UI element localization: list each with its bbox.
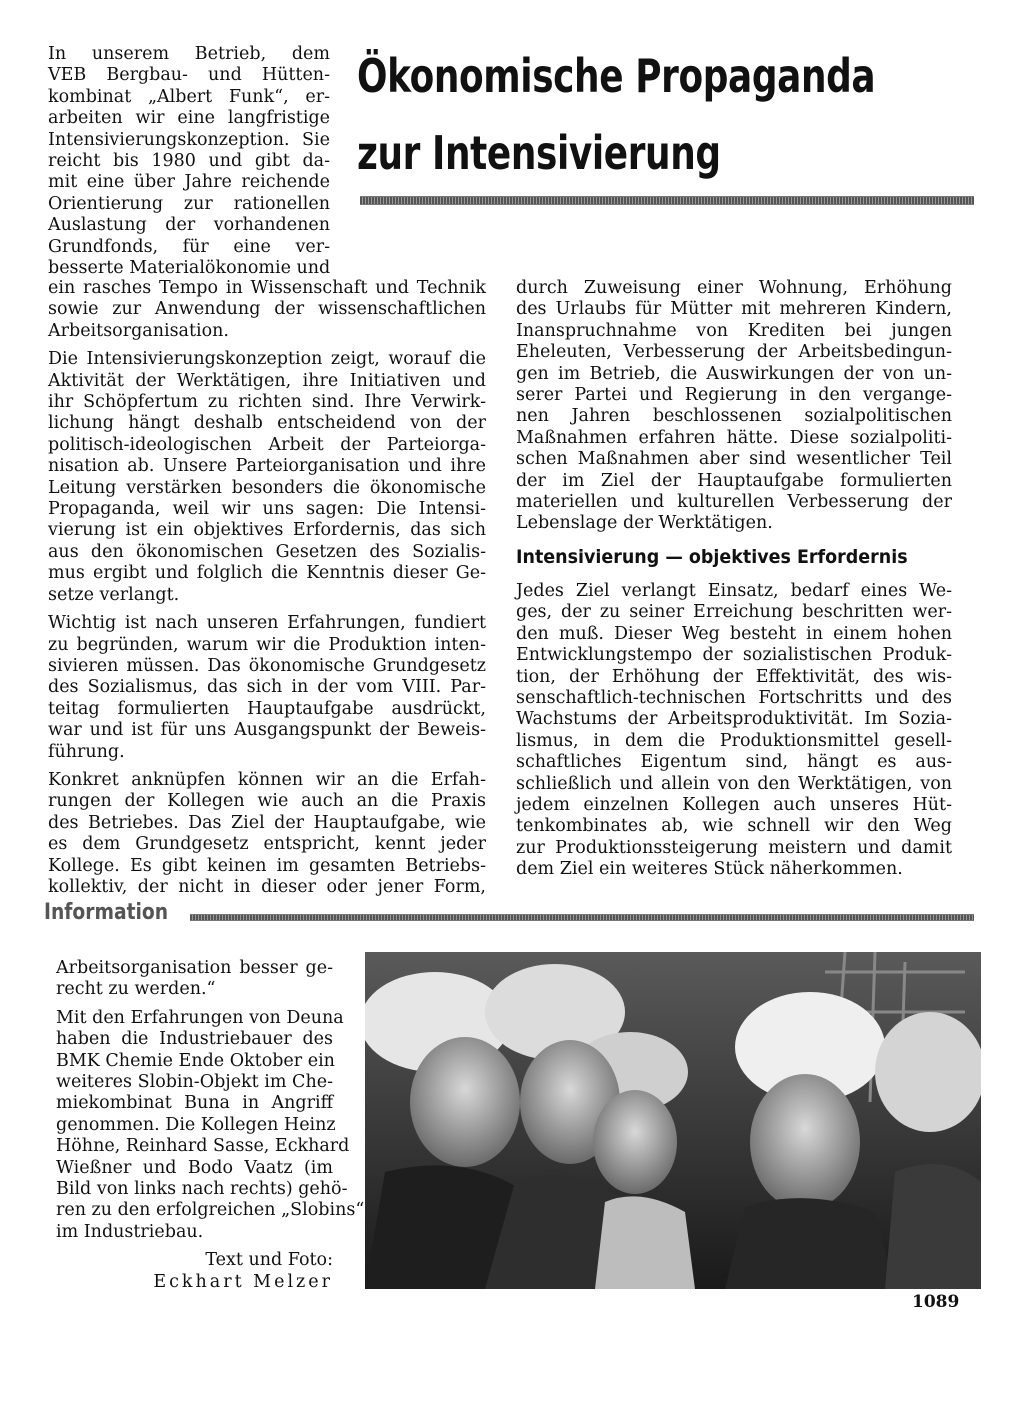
text-line: genommen. Die Kollegen Heinz bbox=[56, 1114, 336, 1135]
text-line: Wichtig ist nach unseren Erfahrungen, fundiert bbox=[48, 613, 486, 634]
text-line: es dem Grundgesetz entspricht, kennt jeder bbox=[48, 834, 486, 855]
text-line: ein rasches Tempo in Wissenschaft und Technik bbox=[48, 278, 486, 298]
text-line: Aktivität der Werktätigen, ihre Initiativen und bbox=[48, 370, 486, 391]
text-line: Wießner und Bodo Vaatz (im bbox=[56, 1157, 333, 1178]
article-title-line1: Ökonomische Propaganda bbox=[357, 49, 876, 103]
intro-paragraph bbox=[48, 44, 330, 279]
text-line: Auslastung der vorhandenen bbox=[48, 215, 330, 236]
text-line: Inanspruchnahme von Krediten bei jungen bbox=[516, 320, 952, 341]
text-line: nisation ab. Unsere Parteiorganisation und ihre bbox=[48, 456, 486, 477]
text-line: jedem einzelnen Kollegen auch unseres Hüt- bbox=[516, 794, 952, 815]
text-line: Kollege. Es gibt keinen im gesamten Betriebs- bbox=[48, 855, 486, 876]
text-line: Grundfonds, für eine ver- bbox=[48, 236, 330, 257]
information-label: Information bbox=[44, 900, 169, 925]
text-line: Höhne, Reinhard Sasse, Eckhard bbox=[56, 1136, 350, 1157]
text-line: aus den ökonomischen Gesetzen des Sozialis- bbox=[48, 541, 486, 562]
text-line: zu begründen, warum wir die Produktion inten- bbox=[48, 634, 486, 655]
text-line: arbeiten wir eine langfristige bbox=[48, 108, 330, 129]
text-line: schaftliches Eigentum sind, hängt es aus- bbox=[516, 752, 952, 773]
text-line: weiteres Slobin-Objekt im Che- bbox=[56, 1072, 333, 1093]
text-line: rungen der Kollegen wie auch an die Praxis bbox=[48, 791, 486, 812]
text-line: im Industriebau. bbox=[56, 1221, 204, 1242]
text-line: gen im Betrieb, die Auswirkungen der von un- bbox=[516, 363, 952, 384]
text-line: Arbeitsorganisation. bbox=[48, 320, 229, 341]
text-line: des Sozialismus, das sich in der vom VIII. Par- bbox=[48, 677, 486, 698]
text-line: zur Produktionssteigerung meistern und damit bbox=[516, 837, 952, 858]
workers-photo-illustration bbox=[365, 952, 981, 1289]
text-line: war und ist für uns Ausgangspunkt der Beweis- bbox=[48, 720, 486, 741]
paragraph bbox=[48, 349, 486, 606]
information-rule bbox=[190, 914, 974, 921]
text-line: Konkret anknüpfen können wir an die Erfah- bbox=[48, 769, 486, 790]
text-line: des Betriebes. Das Ziel der Hauptaufgabe, wie bbox=[48, 812, 486, 833]
text-line: Die Intensivierungskonzeption zeigt, worauf die bbox=[48, 349, 486, 370]
workers-photo bbox=[365, 952, 981, 1289]
text-line: Maßnahmen erfahren hätte. Diese sozialpoliti- bbox=[516, 427, 952, 448]
text-line: Bild von links nach rechts) gehö- bbox=[56, 1179, 348, 1200]
text-line: Jedes Ziel verlangt Einsatz, bedarf eines We- bbox=[516, 580, 952, 601]
text-line: Entwicklungstempo der sozialistischen Produk- bbox=[516, 645, 952, 666]
text-line: recht zu werden.“ bbox=[56, 979, 216, 1000]
text-line: den muß. Dieser Weg besteht in einem hohen bbox=[516, 623, 952, 644]
text-line: BMK Chemie Ende Oktober ein bbox=[56, 1050, 335, 1071]
paragraph bbox=[48, 613, 486, 763]
text-line: senschaftlich-technischen Fortschritts und des bbox=[516, 687, 952, 708]
paragraph bbox=[48, 770, 486, 898]
text-line: ges, der zu seiner Erreichung beschritten wer- bbox=[516, 602, 952, 623]
paragraph bbox=[516, 278, 952, 535]
title-rule bbox=[360, 196, 974, 205]
photo-credit-label: Text und Foto: bbox=[205, 1250, 333, 1271]
text-line: Eheleuten, Verbesserung der Arbeitsbedingun- bbox=[516, 342, 952, 363]
text-line: materiellen und kulturellen Verbesserung der bbox=[516, 492, 952, 513]
text-line: Propaganda, weil wir uns sagen: Die Intensi- bbox=[48, 499, 486, 520]
text-line: miekombinat Buna in Angriff bbox=[56, 1093, 333, 1114]
text-line: ren zu den erfolgreichen „Slobins“ bbox=[56, 1200, 365, 1221]
left-column bbox=[48, 278, 486, 905]
text-line: mit eine über Jahre reichende bbox=[48, 172, 330, 193]
text-line: tenkombinates ab, wie schnell wir den Weg bbox=[516, 816, 952, 837]
text-line: tion, der Erhöhung der Effektivität, des wis- bbox=[516, 666, 952, 687]
text-line: lichung hängt deshalb entscheidend von der bbox=[48, 413, 486, 434]
text-line: politisch-ideologischen Arbeit der Parteiorga- bbox=[48, 434, 486, 455]
text-line: des Urlaubs für Mütter mit mehreren Kindern, bbox=[516, 299, 952, 320]
text-line: Arbeitsorganisation besser ge- bbox=[56, 958, 333, 978]
section-heading: Intensivierung — objektives Erfordernis bbox=[516, 545, 908, 568]
text-line: serer Partei und Regierung in den vergange- bbox=[516, 385, 952, 406]
text-line: führung. bbox=[48, 741, 125, 762]
text-line: setze verlangt. bbox=[48, 584, 180, 605]
text-line: Intensivierungskonzeption. Sie bbox=[48, 129, 330, 150]
text-line: der im Ziel der Hauptaufgabe formulierten bbox=[516, 470, 952, 491]
text-line: Leitung verstärken besonders die ökonomische bbox=[48, 477, 486, 498]
text-line: schen Maßnahmen aber sind wesentlicher Teil bbox=[516, 449, 952, 470]
paragraph bbox=[48, 278, 486, 342]
text-line: Lebenslage der Werktätigen. bbox=[516, 513, 773, 534]
text-line: Mit den Erfahrungen von Deuna bbox=[56, 1007, 344, 1028]
paragraph bbox=[56, 1007, 365, 1243]
text-line: In unserem Betrieb, dem bbox=[48, 44, 330, 64]
text-line: teitag formulierten Hauptaufgabe ausdrückt, bbox=[48, 698, 486, 719]
text-line: nen Jahren beschlossenen sozialpolitischen bbox=[516, 406, 952, 427]
text-line: durch Zuweisung einer Wohnung, Erhöhung bbox=[516, 278, 952, 298]
page-number: 1089 bbox=[912, 1292, 960, 1312]
text-line: Wachstums der Arbeitsproduktivität. Im Sozia- bbox=[516, 709, 952, 730]
text-line: reicht bis 1980 und gibt da- bbox=[48, 151, 330, 172]
paragraph bbox=[516, 581, 952, 881]
text-line: kollektiv, der nicht in dieser oder jener Form, bbox=[48, 876, 486, 897]
text-line: ihr Schöpfertum zu richten sind. Ihre Verwirk- bbox=[48, 392, 486, 413]
text-line: VEB Bergbau- und Hütten- bbox=[48, 65, 330, 86]
text-line: sivieren müssen. Das ökonomische Grundgesetz bbox=[48, 655, 486, 676]
information-text bbox=[56, 958, 365, 1293]
text-line: vierung ist ein objektives Erfordernis, das sich bbox=[48, 520, 486, 541]
text-line: besserte Materialökonomie und bbox=[48, 258, 331, 279]
paragraph bbox=[56, 958, 333, 1001]
text-line: sowie zur Anwendung der wissenschaftlichen bbox=[48, 299, 486, 320]
text-line: dem Ziel ein weiteres Stück näherkommen. bbox=[516, 859, 903, 880]
text-line: haben die Industriebauer des bbox=[56, 1029, 333, 1050]
right-column bbox=[516, 278, 952, 888]
photo-credit-name: Eckhart Melzer bbox=[153, 1271, 333, 1292]
text-line: lismus, in dem die Produktionsmittel gesell- bbox=[516, 730, 952, 751]
text-line: mus ergibt und folglich die Kenntnis dieser Ge- bbox=[48, 563, 486, 584]
text-line: schließlich und allein von den Werktätigen, von bbox=[516, 773, 952, 794]
text-line: kombinat „Albert Funk“, er- bbox=[48, 86, 330, 107]
article-title-line2: zur Intensivierung bbox=[357, 126, 721, 180]
text-line: Orientierung zur rationellen bbox=[48, 193, 330, 214]
